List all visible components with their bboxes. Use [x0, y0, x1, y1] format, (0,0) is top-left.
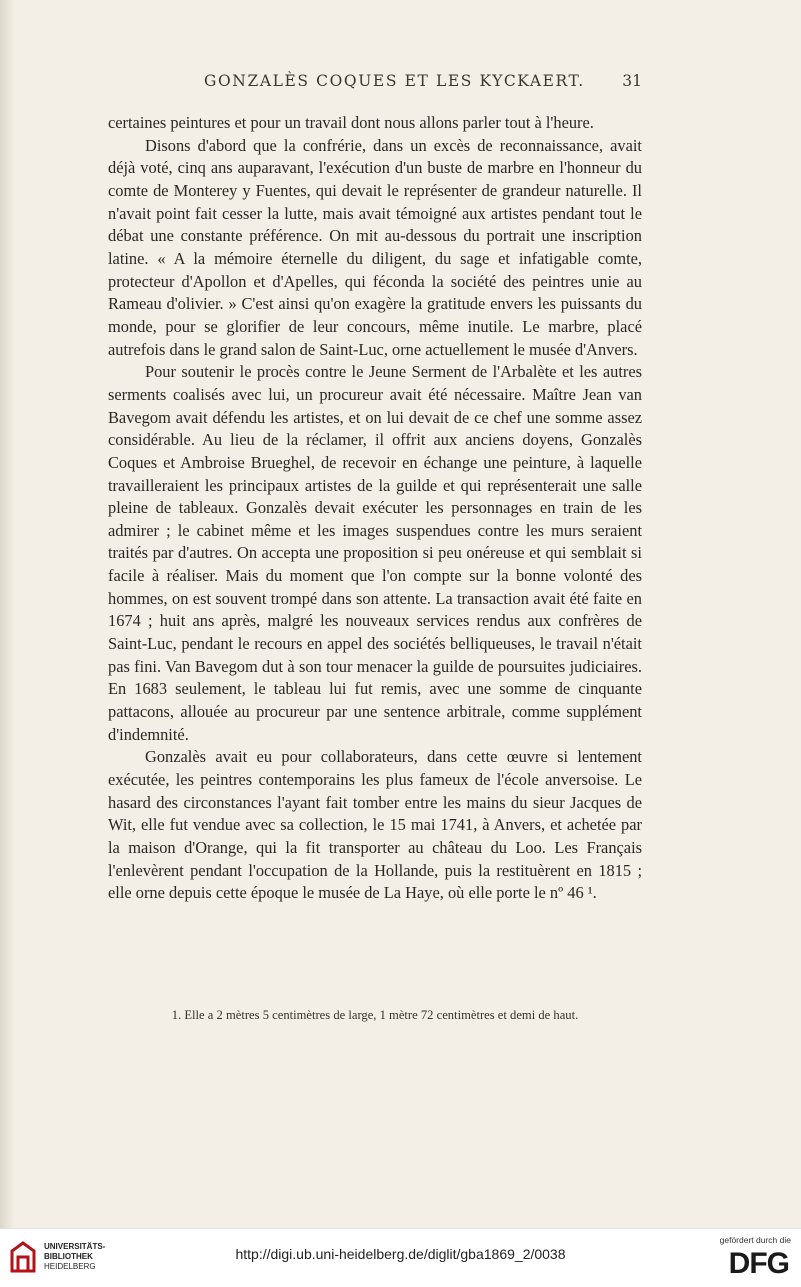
paragraph-2: Disons d'abord que la confrérie, dans un excès de reconnaissance, avait déjà voté, cinq ans auparavant, l'exécution d'un buste de marbre en l'honneur du comte de Monterey y Fuentes, qui devait le représenter de grandeur naturelle. Il n'avait point fait cesser la lutte, mais avait témoigné aux artistes pendant tout le débat une constante préférence. On mit au-dessous du portrait une inscription latine. « A la mémoire éternelle du diligent, du sage et infatigable comte, protecteur d'Apollon et d'Apelles, qui féconda la société des peintres unie au Rameau d'olivier. » C'est ainsi qu'on exagère la gratitude envers les puissants du monde, pour se glorifier de leur concours, même inutile. Le marbre, placé autrefois dans le grand salon de Saint-Luc, orne actuellement le musée d'Anvers. — [108, 135, 642, 359]
footnote: 1. Elle a 2 mètres 5 centimètres de large, 1 mètre 72 centimètres et demi de haut. — [171, 1008, 579, 1022]
body-text — [108, 112, 642, 905]
dfg-logo[interactable]: DFG — [728, 1247, 789, 1280]
viewer-footer — [0, 1228, 801, 1287]
running-title: GONZALÈS COQUES ET LES KYCKAERT. — [204, 72, 585, 90]
page-gutter-shadow — [0, 0, 14, 1228]
library-name: UNIVERSITÄTS- BIBLIOTHEK HEIDELBERG — [44, 1242, 106, 1271]
funder-caption: gefördert durch die — [719, 1235, 791, 1245]
paragraph-3: Pour soutenir le procès contre le Jeune Serment de l'Arbalète et les autres serments coalisés avec lui, un procureur avait été nécessaire. Maître Jean van Bavegom avait défendu les artistes, et on lui devait de ce chef une somme assez considérable. Au lieu de la réclamer, il offrit aux anciens doyens, Gonzalès Coques et Ambroise Brueghel, de recevoir en échange une peinture, à laquelle travailleraient les principaux artistes de la guilde et qui représenterait une salle pleine de tableaux. Gonzalès devait exécuter les personnages en train de les admirer ; le cabinet même et les images suspendues contre les murs seraient traités par d'autres. On accepta une proposition si peu onéreuse et qui semblait si facile à réaliser. Mais du moment que l'on compte sur la bonne volonté des hommes, on est souvent trompé dans son attente. La transaction avait été faite en 1674 ; huit ans après, malgré les nouveaux services rendus aux confrères de Saint-Luc, pendant le recours en appel des sociétés belliqueuses, le travail n'était pas fini. Van Bavegom dut à son tour menacer la guilde de poursuites judiciaires. En 1683 seulement, le tableau lui fut remis, avec une somme de cinquante pattacons, allouée au procureur par une sentence arbitrale, comme supplément d'indemnité. — [108, 362, 642, 744]
page-header — [108, 68, 642, 94]
paragraph-1: certaines peintures et pour un travail dont nous allons parler tout à l'heure. — [108, 113, 594, 132]
page-number: 31 — [622, 72, 642, 90]
page-url-link[interactable]: http://digi.ub.uni-heidelberg.de/diglit/gba1869_2/0038 — [235, 1246, 566, 1262]
paragraph-4: Gonzalès avait eu pour collaborateurs, dans cette œuvre si lentement exécutée, les peintres contemporains les plus fameux de l'école anversoise. Le hasard des circonstances l'ayant fait tomber entre les mains du sieur Jacques de Wit, elle fut vendue avec sa collection, le 15 mai 1741, à Anvers, et achetée par la maison d'Orange, qui la fit transporter au château du Loo. Les Français l'enlevèrent pendant l'occupation de la Hollande, puis la restituèrent en 1815 ; elle orne depuis cette époque le musée de La Haye, où elle porte le nº 46 ¹. — [108, 747, 642, 903]
